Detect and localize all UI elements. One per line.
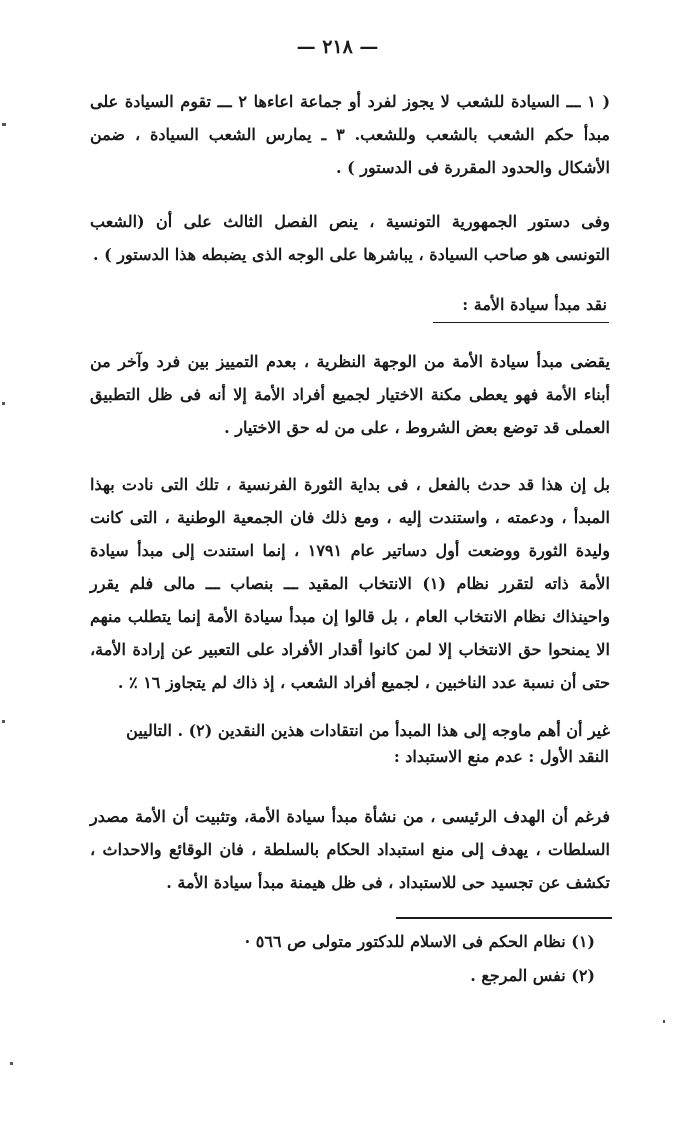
paragraph-theory: يقضى مبدأ سيادة الأمة من الوجهة النظرية ، بعدم التمييز بين فرد وآخر من أبناء الأمة فهو يعطى مكنة الاختيار لجميع أفراد الأمة إلا أنه فى ظل التطبيق العملى قد توضع بعض الشروط ، على من له حق الاختيار . xyxy=(90,352,611,437)
scan-mark xyxy=(2,123,6,126)
paragraph-despotism: فرغم أن الهدف الرئيسى ، من نشأة مبدأ سيادة الأمة، وتثبيت أن الأمة مصدر السلطات ، يهدف إلى منع استبداد الحكام بالسلطة ، فان الوقائع والاحداث ، تكشف عن تجسيد حى للاستبداد ، فى ظل هيمنة مبدأ سيادة الأمة . xyxy=(90,807,610,892)
page-number: — ٢١٨ — xyxy=(296,36,379,58)
scan-mark xyxy=(10,1062,13,1065)
footnote-1: (١) نظام الحكم فى الاسلام للدكتور متولى ص ٥٦٦ · xyxy=(244,932,595,951)
footnote-2: (٢) نفس المرجع . xyxy=(470,966,595,985)
footnote-separator xyxy=(396,917,612,919)
paragraph-critiques-intro: غير أن أهم ماوجه إلى هذا المبدأ من انتقادات هذين النقدين (٢) . التاليين xyxy=(126,721,610,740)
scan-mark xyxy=(2,402,5,405)
scan-mark xyxy=(663,1020,665,1023)
heading-underline xyxy=(433,322,609,323)
subheading-first-critique: النقد الأول : عدم منع الاستبداد : xyxy=(393,747,609,766)
paragraph-french-revolution: بل إن هذا قد حدث بالفعل ، فى بداية الثورة الفرنسية ، تلك التى نادت بهذا المبدأ ، ودعمته ، واستندت إليه ، ومع ذلك فان الجمعية الوطنية ، التى كانت وليدة الثورة ووضعت أول دساتير عام ١٧٩١ ، إنما استندت إلى مبدأ سيادة الأمة ذاته لتقرر نظام (١) الانتخاب المقيد ـــ بنصاب ـــ مالى فلم يقرر واحينذاك نظام الانتخاب العام ، بل قالوا إن مبدأ سيادة الأمة إنما يتطلب منهم الا يمنحوا حق الانتخاب إلا لمن كانوا أقدار الأفراد على التعبير عن إرادة الأمة، حتى أن نسبة عدد الناخبين ، لجميع أفراد الشعب ، إذ ذاك لم يتجاوز ١٦ ٪ . xyxy=(90,475,611,692)
section-heading-critique: نقد مبدأ سيادة الأمة : xyxy=(462,295,607,314)
paragraph-tunisian-constitution: وفى دستور الجمهورية التونسية ، ينص الفصل الثالث على أن (الشعب التونسى هو صاحب السيادة ، يباشرها على الوجه الذى يضبطه هذا الدستور ) . xyxy=(90,212,610,264)
scan-mark xyxy=(2,720,5,723)
paragraph-constitution-articles: ( ١ ـــ السيادة للشعب لا يجوز لفرد أو جماعة اعاءها ٢ ـــ تقوم السيادة على مبدأ حكم الشعب بالشعب وللشعب. ٣ ـ يمارس الشعب السيادة ، ضمن الأشكال والحدود المقررة فى الدستور ) . xyxy=(90,92,611,177)
